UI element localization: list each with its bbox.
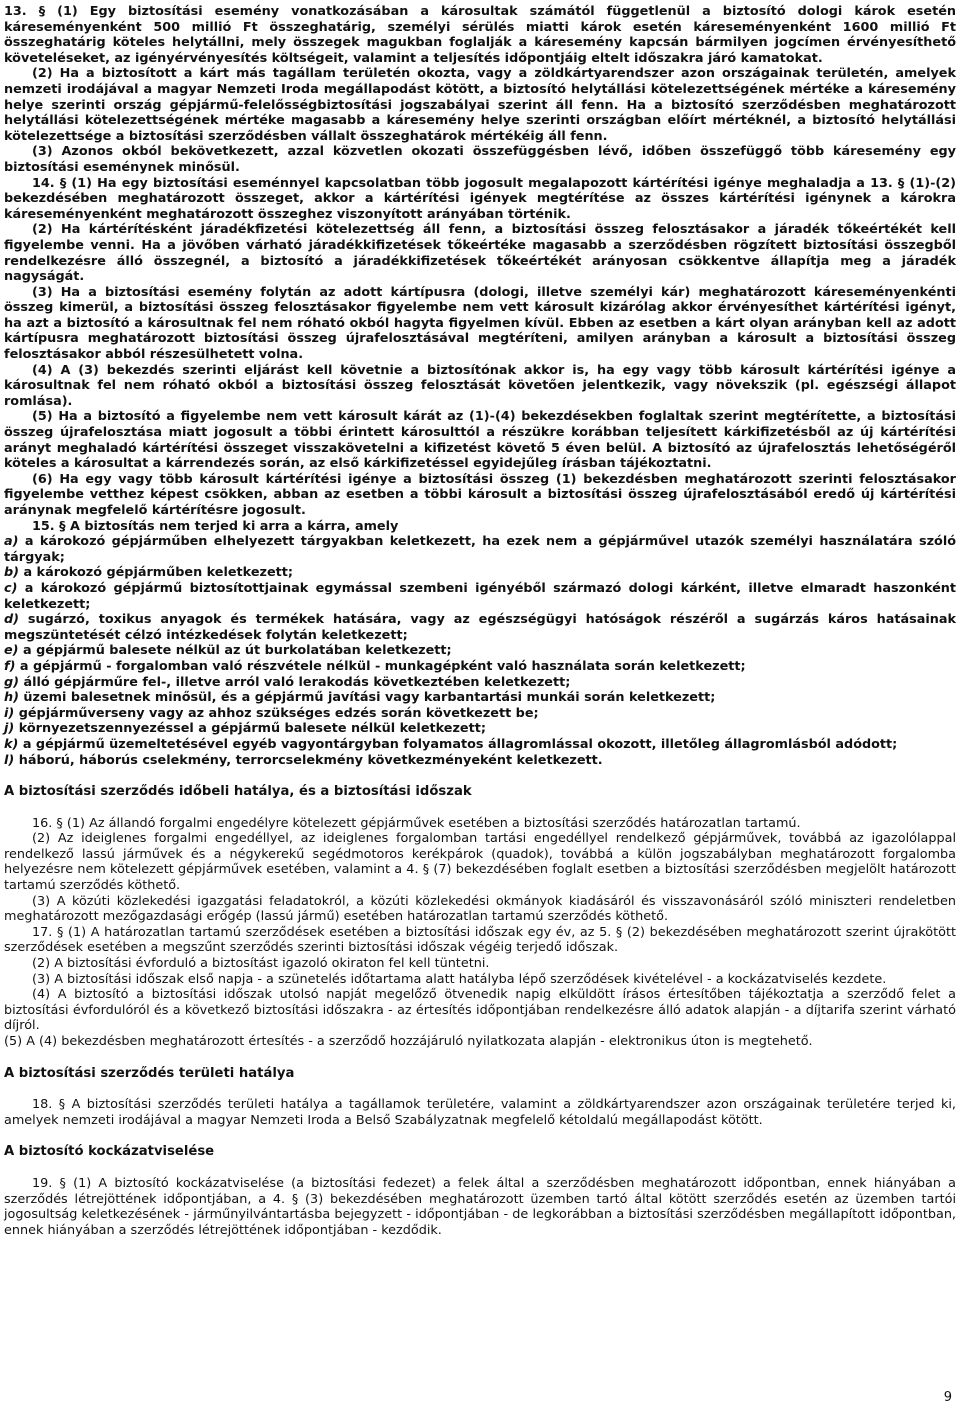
- list-item: [4, 565, 956, 581]
- list-item: [4, 581, 956, 612]
- list-item-letter: d): [4, 612, 20, 628]
- list-item: [4, 737, 956, 753]
- section-heading-risk-bearing: A biztosító kockázatviselése: [4, 1144, 215, 1160]
- list-item-text: üzemi balesetnek minősül, és a gépjármű javítási vagy karbantartási munkái során keletkezett;: [18, 690, 716, 706]
- section-17-para-1: 17. § (1) A határozatlan tartamú szerződések esetében a biztosítási időszak egy év, az 5. § (2) bekezdésében meghatározott szerint újrakötött szerződések esetében a megszűnt szerződés szerinti biztosítási időszak végéig terjedő időszak.: [4, 924, 956, 956]
- section-14-para-6: (6) Ha egy vagy több károsult kártérítési igénye a biztosítási összeg (1) bekezdésben meghatározott szerinti felosztásakor figyelembe vetthez képest csökken, abban az esetben a többi károsult a biztosítási összeg újrafelosztásából eredő új kártérítési aránynak megfelelő kártérítésre jogosult.: [4, 471, 956, 518]
- list-item-letter: e): [4, 643, 19, 659]
- list-item-letter: a): [4, 534, 19, 550]
- list-item-text: a károkozó gépjárműben elhelyezett tárgyakban keletkezett, ha ezek nem a gépjárművel utazók személyi használatára szóló tárgyak;: [4, 534, 956, 565]
- section-16-para-1: 16. § (1) Az állandó forgalmi engedélyre kötelezett gépjárművek esetében a biztosítási szerződés határozatlan tartamú.: [32, 815, 801, 831]
- section-15-list: [4, 534, 956, 768]
- list-item: [4, 643, 956, 659]
- list-item-letter: c): [4, 580, 18, 596]
- list-item-text: a károkozó gépjárműben keletkezett;: [19, 565, 293, 581]
- section-heading-territorial-scope: A biztosítási szerződés területi hatálya: [4, 1065, 295, 1081]
- section-14-para-4: (4) A (3) bekezdés szerinti eljárást kell követnie a biztosítónak akkor is, ha egy vagy több károsult kártérítési igénye a károsultnak fel nem róható okból a biztosítási összeg felosztását követően jelentkezik, vagy növekszik (pl. egészségi állapot romlása).: [4, 362, 956, 409]
- list-item-letter: l): [4, 752, 15, 768]
- list-item-letter: f): [4, 658, 16, 674]
- list-item-letter: i): [4, 705, 15, 721]
- section-13-para-1: 13. § (1) Egy biztosítási esemény vonatkozásában a károsultak számától függetlenül a biztosító dologi károk esetén káreseményenként 500 millió Ft összeghatárig, személyi sérülés miatti károk esetén káreseményenként 1600 millió Ft összeghatárig köteles helytállni, mely összegek magukban foglalják a káresemény kapcsán bármilyen jogcímen érvényesíthető követeléseket, az igényérvényesítés költségeit, valamint a teljesítés időpontjáig eltelt időszakra járó kamatokat.: [4, 4, 956, 66]
- section-19-para-1: 19. § (1) A biztosító kockázatviselése (a biztosítási fedezet) a felek által a szerződésben meghatározott időpontban, ennek hiányában a szerződés létrejöttének időpontjában, a 4. § (3) bekezdésében meghatározott üzemben tartó által kötött szerződés esetén az üzemben tartói jogosultság keletkezésének - járműnyilvántartásba bejegyzett - időpontjában - de legkorábban a biztosítási szerződésben megállapított időpontban, ennek hiányában a szerződés létrejöttének időpontjában - kezdődik.: [4, 1175, 956, 1238]
- list-item-letter: j): [4, 721, 15, 737]
- list-item: [4, 534, 956, 565]
- list-item-text: a gépjármű balesete nélkül az út burkolatában keletkezett;: [18, 643, 452, 659]
- list-item-letter: h): [4, 690, 19, 706]
- section-13-para-2: (2) Ha a biztosított a kárt más tagállam területén okozta, vagy a zöldkártyarendszer azon országainak területén, amelyek nemzeti irodájával a magyar Nemzeti Iroda megállapodást kötött, a biztosító helytállási kötelezettségének mértéke a káresemény helye szerinti ország gépjármű-felelősségbiztosítási jogszabályai szerint áll fenn. Ha a biztosító szerződésben meghatározott helytállási kötelezettségének mértéke magasabb a káresemény helye szerinti országban előírt mértéknél, a biztosító helytállási kötelezettsége a biztosítási szerződésben vállalt összeghatárok mértékéig áll fenn.: [4, 66, 956, 144]
- section-heading-time-scope: A biztosítási szerződés időbeli hatálya, és a biztosítási időszak: [4, 784, 472, 800]
- list-item: [4, 675, 956, 691]
- list-item-text: háború, háborús cselekmény, terrorcselekmény következményeként keletkezett.: [14, 752, 603, 768]
- section-15-intro: 15. § A biztosítás nem terjed ki arra a kárra, amely: [32, 518, 399, 534]
- page-number: 9: [943, 1390, 952, 1405]
- list-item-text: a károkozó gépjármű biztosítottjainak egymással szembeni igényéből származó dologi kárként, illetve elmaradt haszonként keletkezett;: [4, 580, 956, 612]
- list-item-text: a gépjármű üzemeltetésével egyéb vagyontárgyban folyamatos állagromlással okozott, illetőleg állagromlásból adódott;: [18, 736, 898, 752]
- section-16-para-3: (3) A közúti közlekedési igazgatási feladatokról, a közúti közlekedési okmányok kiadásáról és visszavonásáról szóló miniszteri rendeletben meghatározott mezőgazdasági erőgép (lassú jármű) esetében határozatlan tartamú szerződés köthető.: [4, 893, 956, 925]
- list-item: [4, 706, 956, 722]
- section-13-para-3: (3) Azonos okból bekövetkezett, azzal közvetlen okozati összefüggésben lévő, időben összefüggő több káresemény egy biztosítási eseménynek minősül.: [4, 144, 956, 175]
- list-item-text: környezetszennyezéssel a gépjármű balesete nélkül keletkezett;: [14, 721, 486, 737]
- document-page: [4, 4, 956, 1238]
- list-item-text: álló gépjárműre fel-, illetve arról való lerakodás következtében keletkezett;: [19, 674, 571, 690]
- list-item-text: a gépjármű - forgalomban való részvétele nélkül - munkagépként való használata során keletkezett;: [15, 658, 746, 674]
- section-17-para-4: (4) A biztosító a biztosítási időszak utolsó napját megelőző ötvenedik napig elküldött írásos értesítőben tájékoztatja a szerződő felet a biztosítási évfordulóról és a következő biztosítási időszakra - az értesítés időpontjában rendelkezésre álló adatok alapján - a díjtarifa szerint várható díjról.: [4, 987, 956, 1034]
- list-item-text: gépjárműverseny vagy az ahhoz szükséges edzés során következett be;: [14, 705, 539, 721]
- section-14-para-3: (3) Ha a biztosítási esemény folytán az adott kártípusra (dologi, illetve személyi kár) meghatározott káreseményenkénti összeg kimerül, a biztosítási összeg felosztásakor figyelembe nem vett károsult kizárólag akkor érvényesíthet kártérítési igényt, ha azt a biztosító a károsultnak fel nem róható okból hagyta figyelmen kívül. Ebben az esetben a kárt olyan arányban kell az adott kártípusra meghatározott biztosítási összeg újrafelosztásával megtéríteni, amilyen arányban a károsult a biztosítási összeg felosztásakor abból részesülhetett volna.: [4, 284, 956, 363]
- list-item-letter: b): [4, 565, 20, 581]
- section-16-para-2: (2) Az ideiglenes forgalmi engedéllyel, az ideiglenes forgalomban tartási engedéllyel rendelkező gépjárművek, továbbá az igazolólappal rendelkező lassú járművek és a négykerekű segédmotoros kerékpárok (quadok), továbbá a külön jogszabályban meghatározott forgalomba helyezésre nem kötelezett gépjárművek esetében, valamint a 4. § (7) bekezdésében foglalt esetben a biztosítási szerződésben megjelölt határozott tartamú szerződés köthető.: [4, 831, 956, 894]
- list-item: [4, 753, 956, 769]
- section-17-para-5: (5) A (4) bekezdésben meghatározott értesítés - a szerződő hozzájáruló nyilatkozata alapján - elektronikus úton is megtehető.: [4, 1034, 813, 1049]
- section-14-para-2: (2) Ha kártérítésként járadékfizetési kötelezettség áll fenn, a biztosítási összeg felosztásakor a járadék tőkeértékét kell figyelembe venni. Ha a jövőben várható járadékkifizetések tőkeértéke magasabb a szerződésben rögzített biztosítási összegből rendelkezésre álló összegnél, a biztosító a járadékkifizetések tőkeértékét arányosan csökkentve állapítja meg a járadék nagyságát.: [4, 222, 956, 285]
- list-item: [4, 612, 956, 643]
- list-item: [4, 659, 956, 675]
- section-14-para-1: 14. § (1) Ha egy biztosítási eseménnyel kapcsolatban több jogosult megalapozott kártérítési igénye meghaladja a 13. § (1)-(2) bekezdésében meghatározott összeget, akkor a kártérítési igények megtérítése az összes kártérítési igénynek a károkra káreseményenként meghatározott összeghez viszonyított arányában történik.: [4, 175, 956, 222]
- section-18-para-1: 18. § A biztosítási szerződés területi hatálya a tagállamok területére, valamint a zöldkártyarendszer azon országainak területére terjed ki, amelyek nemzeti irodájával a magyar Nemzeti Iroda a Belső Szabályzatnak megfelelő kétoldalú megállapodást kötött.: [4, 1097, 956, 1128]
- section-14-para-5: (5) Ha a biztosító a figyelembe nem vett károsult kárát az (1)-(4) bekezdésekben foglaltak szerint megtérítette, a biztosítási összeg újrafelosztása miatt jogosult a többi érintett károsulttól a részükre korábban teljesített kárkifizetésből az új kártérítési arányt meghaladó kártérítési összeget visszakövetelni a kifizetést követő 5 éven belül. A biztosító az újrafelosztás lehetőségéről köteles a károsultat a kárrendezés során, az első kárkifizetéssel egyidejűleg írásban tájékoztatni.: [4, 409, 956, 472]
- list-item-letter: g): [4, 674, 20, 690]
- section-17-para-3: (3) A biztosítási időszak első napja - a szünetelés időtartama alatt hatályba lépő szerződések kivételével - a kockázatviselés kezdete.: [32, 971, 887, 987]
- section-17-para-2: (2) A biztosítási évforduló a biztosítást igazoló okiraton fel kell tüntetni.: [32, 956, 490, 972]
- list-item-letter: k): [4, 736, 19, 752]
- list-item: [4, 690, 956, 706]
- list-item-text: sugárzó, toxikus anyagok és termékek hatására, vagy az egészségügyi hatóságok részéről a sugárzás káros hatásainak megszüntetését célzó intézkedések folytán keletkezett;: [4, 612, 956, 643]
- list-item: [4, 721, 956, 737]
